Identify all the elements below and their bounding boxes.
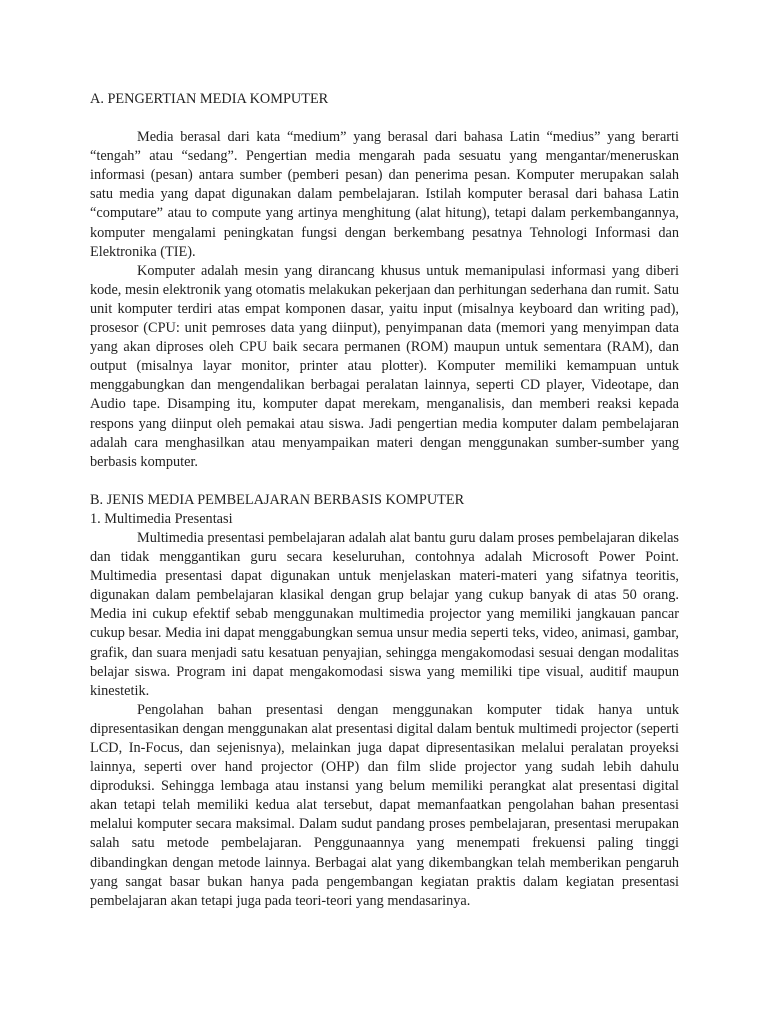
section-a-paragraph-2: Komputer adalah mesin yang dirancang khusus untuk memanipulasi informasi yang diberi kode, mesin elektronik yang otomatis melakukan pekerjaan dan perhitungan sederhana dan rumit. Satu unit komputer terdiri atas empat komponen dasar, yaitu input (misalnya keyboard dan writing pad), prosesor (CPU: unit pemroses data yang diinput), penyimpanan data (memori yang menyimpan data yang akan diproses oleh CPU baik secara permanen (ROM) maupun untuk sementara (RAM), dan output (misalnya layar monitor, printer atau plotter). Komputer memiliki kemampuan untuk menggabungkan dan mengendalikan berbagai peralatan lainnya, seperti CD player, Videotape, dan Audio tape. Disamping itu, komputer dapat merekam, menganalisis, dan memberi reaksi kepada respons yang diinput oleh pemakai atau siswa. Jadi pengertian media komputer dalam pembelajaran adalah cara menghasilkan atau menyampaikan materi dengan menggunakan sumber-sumber yang berbasis komputer.: [90, 262, 679, 470]
section-b-heading: B. JENIS MEDIA PEMBELAJARAN BERBASIS KOMPUTER: [90, 491, 465, 508]
section-b-paragraph-1: Multimedia presentasi pembelajaran adalah alat bantu guru dalam proses pembelajaran dikelas dan tidak menggantikan guru secara keseluruhan, contohnya adalah Microsoft Power Point. Multimedia presentasi dapat digunakan untuk menjelaskan materi-materi yang sifatnya teoritis, digunakan dalam pembelajaran klasikal dengan grup belajar yang cukup banyak di atas 50 orang. Media ini cukup efektif sebab menggunakan multimedia projector yang memiliki jangkauan pancar cukup besar. Media ini dapat menggabungkan semua unsur media seperti teks, video, animasi, gambar, grafik, dan suara menjadi satu kesatuan penyajian, sehingga mengakomodasi sesuai dengan modalitas belajar siswa. Program ini dapat mengakomodasi siswa yang memiliki tipe visual, auditif maupun kinestetik.: [90, 529, 679, 699]
section-b-subheading: 1. Multimedia Presentasi: [90, 510, 233, 527]
section-a-heading: A. PENGERTIAN MEDIA KOMPUTER: [90, 91, 329, 107]
document-page: [90, 90, 679, 911]
section-a-paragraph-1: Media berasal dari kata “medium” yang berasal dari bahasa Latin “medius” yang berarti “tengah” atau “sedang”. Pengertian media mengarah pada sesuatu yang mengantar/meneruskan informasi (pesan) antara sumber (pemberi pesan) dan penerima pesan. Komputer merupakan salah satu media yang dapat digunakan dalam pembelajaran. Istilah komputer berasal dari bahasa Latin “computare” atau to compute yang artinya menghitung (alat hitung), tetapi dalam perkembangannya, komputer mengalami peningkatan fungsi dengan berkembang pesatnya Tehnologi Informasi dan Elektronika (TIE).: [90, 129, 679, 260]
section-b-paragraph-2: Pengolahan bahan presentasi dengan menggunakan komputer tidak hanya untuk dipresentasikan dengan menggunakan alat presentasi digital dalam bentuk multimedi projector (seperti LCD, In-Focus, dan sejenisnya), melainkan juga dapat dipresentasikan melalui peralatan proyeksi lainnya, seperti over hand projector (OHP) dan film slide projector yang sudah lebih dahulu diproduksi. Sehingga lembaga atau instansi yang belum memiliki perangkat alat presentasi digital akan tetapi telah memiliki kedua alat tersebut, dapat memanfaatkan pengolahan bahan presentasi melalui komputer secara maksimal. Dalam sudut pandang proses pembelajaran, presentasi merupakan salah satu metode pembelajaran. Penggunaannya yang menempati frekuensi paling tinggi dibandingkan dengan metode lainnya. Berbagai alat yang dikembangkan telah memberikan pengaruh yang sangat basar bukan hanya pada pengembangan kegiatan praktis dalam kegiatan presentasi pembelajaran akan tetapi juga pada teori-teori yang mendasarinya.: [90, 701, 679, 909]
